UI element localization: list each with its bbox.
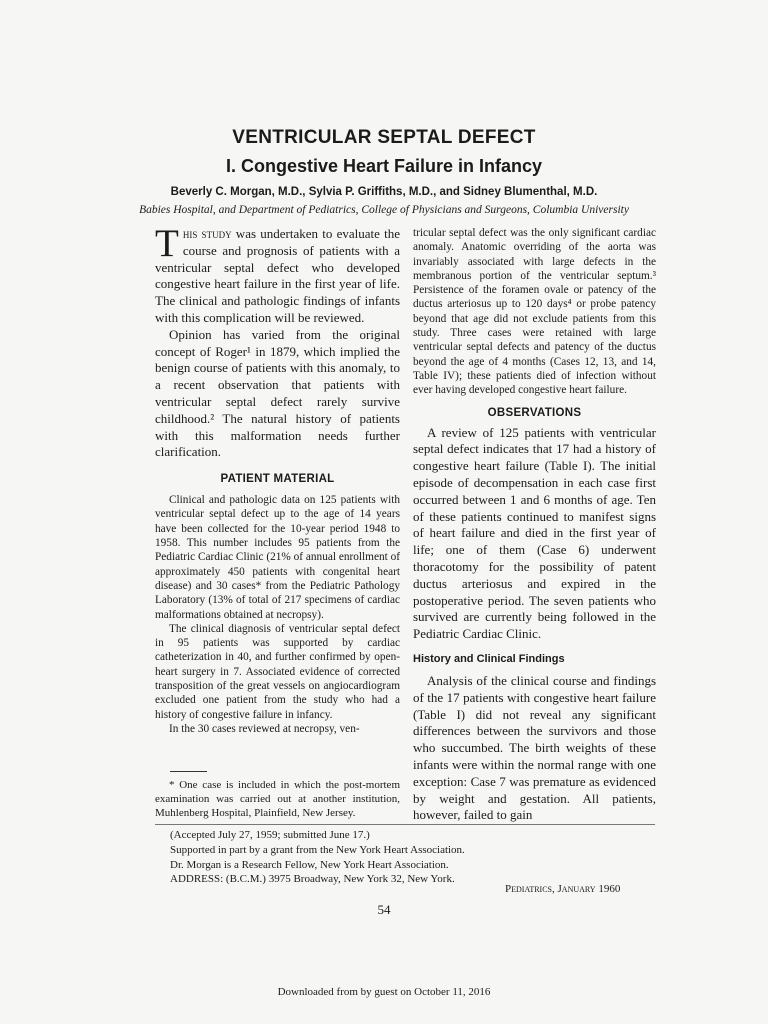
page-number: 54 bbox=[377, 902, 391, 917]
affiliation: Babies Hospital, and Department of Pediatrics, College of Physicians and Surgeons, Columbia University bbox=[139, 204, 629, 216]
footnote-divider bbox=[170, 771, 207, 772]
address-note: ADDRESS: (B.C.M.) 3975 Broadway, New York 32, New York. bbox=[170, 873, 455, 886]
paragraph: A review of 125 patients with ventricular septal defect indicates that 17 had a history of congestive heart failure (Table I). The initial episode of decompensation in each case first occurred between 1 and 6 months of age. Ten of these patients continued to manifest signs of heart failure and died in the first year of life; one of them (Case 6) underwent thoracotomy for the possibility of patent ductus arteriosus and expired in the postoperative period. The seven patients who survived are currently being followed in the Pediatric Cardiac Clinic. bbox=[413, 424, 656, 642]
article-subtitle: I. Congestive Heart Failure in Infancy bbox=[225, 156, 543, 176]
intro-smallcaps: his study bbox=[182, 226, 232, 241]
section-heading-observations: OBSERVATIONS bbox=[487, 406, 582, 419]
article-notes bbox=[170, 828, 650, 887]
left-column bbox=[155, 222, 401, 736]
support-note: Supported in part by a grant from the New York Heart Association. bbox=[170, 843, 465, 856]
paragraph: Opinion has varied from the original concept of Roger¹ in 1879, which implied the benign course of patients with this anomaly, to a recent observation that patients with ventricular septal defect rarely survive childhood.² The natural history of patients with this malformation needs further clarification. bbox=[155, 326, 400, 460]
author-list: Beverly C. Morgan, M.D., Sylvia P. Griffiths, M.D., and Sidney Blumenthal, M.D. bbox=[170, 186, 598, 198]
section-heading-patient-material: PATIENT MATERIAL bbox=[220, 473, 335, 486]
subsection-heading-history: History and Clinical Findings bbox=[413, 652, 565, 665]
paragraph: tricular septal defect was the only significant cardiac anomaly. Anatomic overriding of the aorta was invariably associated with large defects in the membranous portion of the ventricular septum.³ Persistence of the foramen ovale or patency of the ductus arteriosus up to 120 days⁴ or probe patency beyond that age did not exclude patients from this study. Three cases were retained with large ventricular septal defects and patency of the ductus beyond the age of 4 months (Cases 12, 13, and 14, Table IV); these patients died of infection without ever having developed congestive heart failure. bbox=[413, 227, 656, 397]
fellow-note: Dr. Morgan is a Research Fellow, New York Heart Association. bbox=[170, 858, 449, 871]
paragraph: Analysis of the clinical course and findings of the 17 patients with congestive heart failure (Table I) did not reveal any significant differences between the survivors and those who succumbed. The birth weights of these infants were within the normal range with one exception: Case 7 was premature as evidenced by weight and gestation. All patients, however, failed to gain bbox=[413, 672, 656, 823]
paragraph: The clinical diagnosis of ventricular septal defect in 95 patients was supported by cardiac catheterization in 40, and further confirmed by open-heart surgery in 7. Associated evidence of corrected transposition of the great vessels on angiocardiogram excluded one patient from the study who had a history of congestive failure in infancy. bbox=[155, 622, 400, 721]
drop-cap: T bbox=[155, 222, 179, 265]
right-column bbox=[413, 226, 656, 824]
download-line: Downloaded from by guest on October 11, 2016 bbox=[277, 986, 491, 998]
notes-divider bbox=[155, 824, 655, 825]
intro-paragraph bbox=[155, 222, 401, 327]
intro-text: was undertaken to evaluate the course and prognosis of patients with a ventricular septal defect who developed congestive heart failure in the first year of life. The clinical and pathologic findings of infants with this complication will be reviewed. bbox=[155, 226, 401, 325]
paragraph: Clinical and pathologic data on 125 patients with ventricular septal defect up to the age of 14 years have been collected for the 10-year period 1948 to 1958. This number includes 95 patients from the Pediatric Cardiac Clinic (21% of annual enrollment of approximately 450 patients with congenital heart disease) and 30 cases* from the Pediatric Pathology Laboratory (13% of total of 217 specimens of cardiac malformations obtained at necropsy). bbox=[155, 494, 401, 621]
journal-line: Pediatrics, January 1960 bbox=[505, 883, 621, 895]
footnote: * One case is included in which the post-mortem examination was carried out at another institution, Muhlenberg Hospital, Plainfield, New Jersey. bbox=[155, 779, 400, 819]
article-title: VENTRICULAR SEPTAL DEFECT bbox=[232, 127, 536, 148]
accepted-note: (Accepted July 27, 1959; submitted June 17.) bbox=[170, 829, 370, 841]
paragraph: In the 30 cases reviewed at necropsy, ven- bbox=[169, 722, 360, 735]
